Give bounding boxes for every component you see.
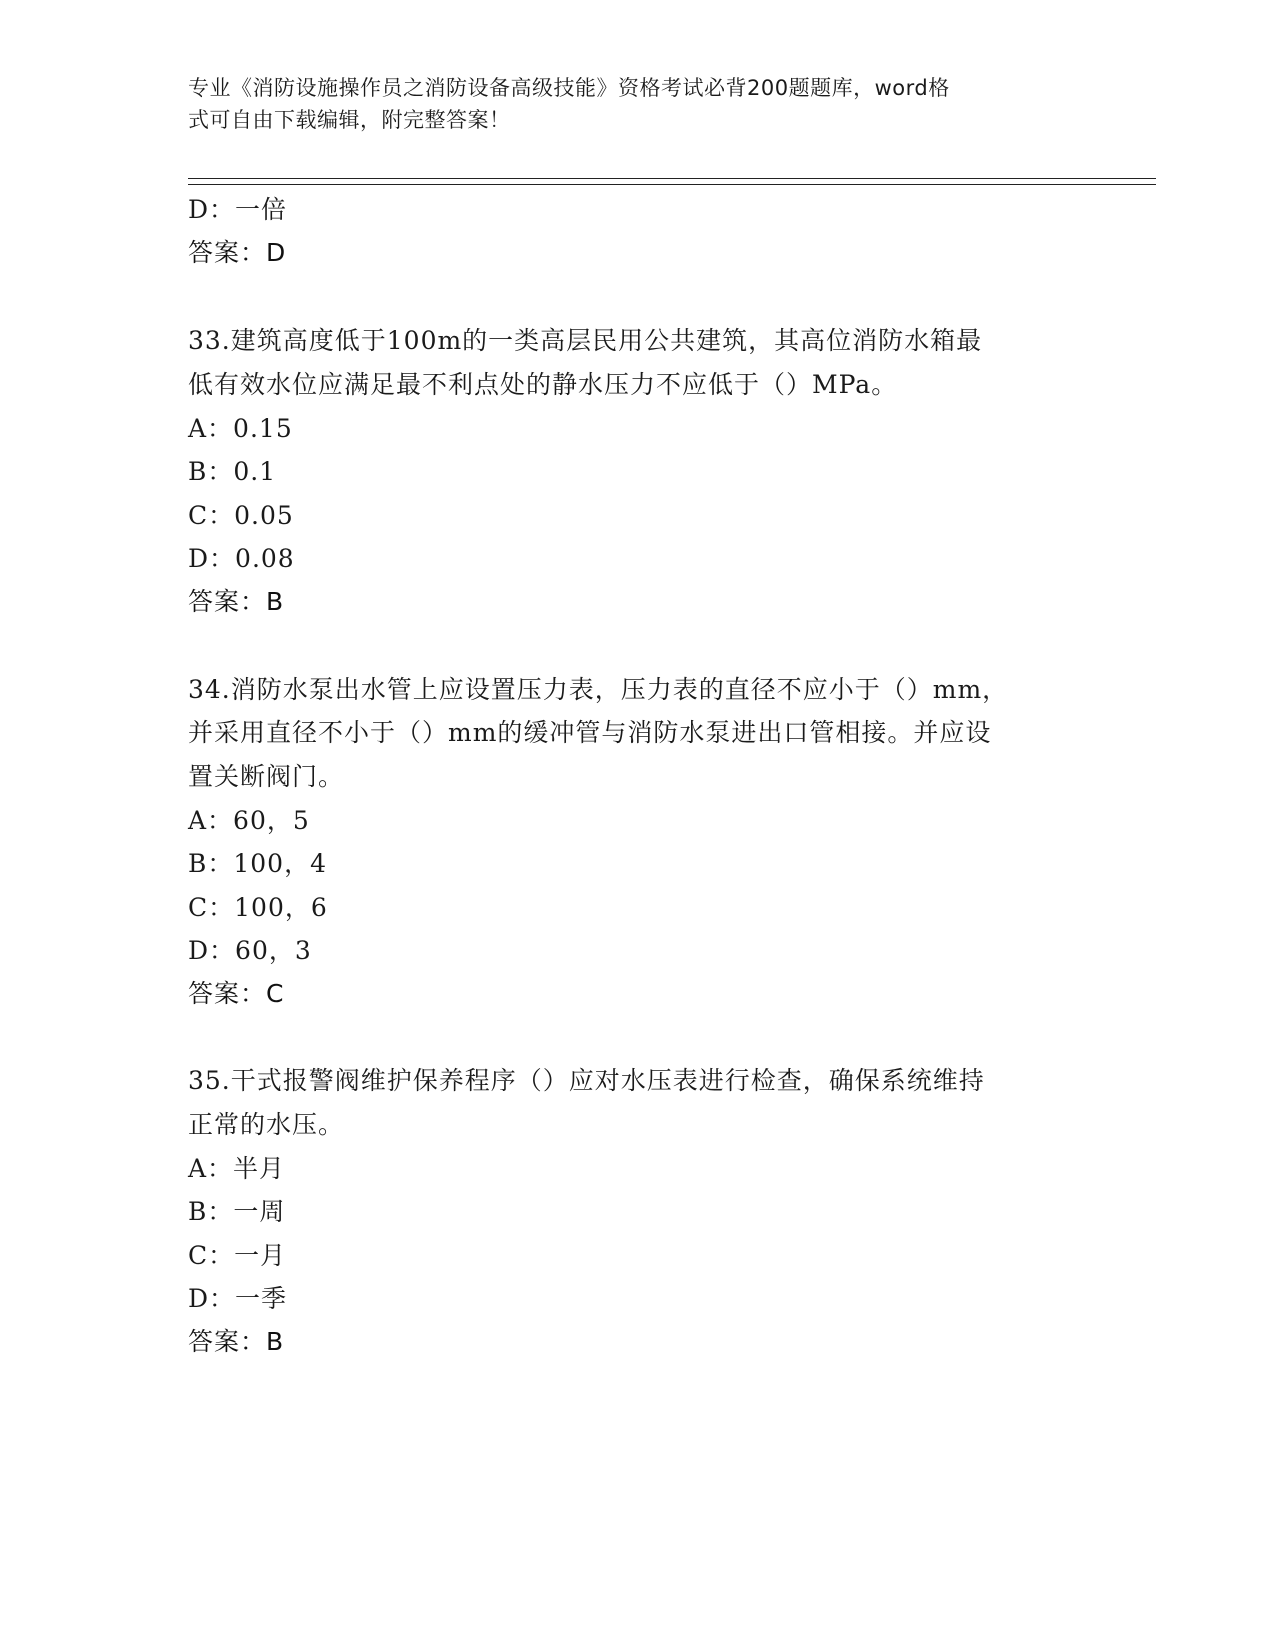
question-35-stem: 正常的水压。 [188,1110,345,1139]
option-d: D：一季 [188,1284,288,1313]
header-line: 式可自由下载编辑，附完整答案！ [188,108,511,132]
question-33-stem: 33.建筑高度低于100m的一类高层民用公共建筑，其高位消防水箱最 [188,326,983,355]
question-34-stem: 34.消防水泵出水管上应设置压力表，压力表的直径不应小于（）mm， [188,675,1009,704]
option-d: D：0.08 [188,544,295,573]
header-line: 专业《消防设施操作员之消防设备高级技能》资格考试必背200题题库，word格 [188,76,950,100]
option-b: B：一周 [188,1197,286,1226]
question-34-stem: 置关断阀门。 [188,762,345,791]
option-a: A：0.15 [188,414,293,443]
question-34-stem: 并采用直径不小于（）mm的缓冲管与消防水泵进出口管相接。并应设 [188,718,992,747]
question-35-stem: 35.干式报警阀维护保养程序（）应对水压表进行检查，确保系统维持 [188,1066,985,1095]
option-c: C：100，6 [188,893,328,922]
answer-line: 答案：D [188,238,287,267]
header-divider [188,184,1156,185]
option-c: C：一月 [188,1241,287,1270]
answer-line: 答案：B [188,587,285,616]
option-d: D：一倍 [188,195,288,224]
document-header [188,72,1068,136]
option-c: C：0.05 [188,501,294,530]
option-a: A：60，5 [188,806,310,835]
answer-line: 答案：C [188,979,285,1008]
option-a: A：半月 [188,1154,286,1183]
header-divider [188,178,1156,179]
option-b: B：0.1 [188,457,277,486]
option-b: B：100，4 [188,849,327,878]
question-33-stem: 低有效水位应满足最不利点处的静水压力不应低于（）MPa。 [188,370,898,399]
answer-line: 答案：B [188,1327,285,1356]
option-d: D：60，3 [188,936,312,965]
